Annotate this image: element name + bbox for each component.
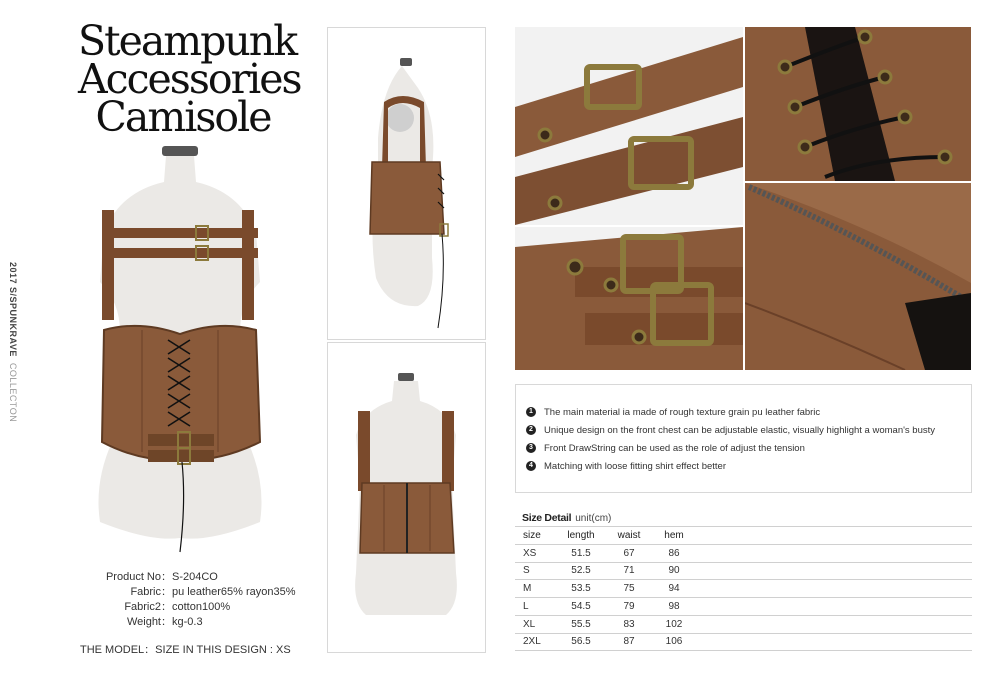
table-cell: M <box>523 583 532 595</box>
product-title <box>78 17 301 141</box>
table-cell: S <box>523 565 530 577</box>
title-line-3: Camisole <box>95 93 271 141</box>
column-header: hem <box>664 529 684 541</box>
table-cell: 102 <box>665 618 683 630</box>
feature-text: The main material ia made of rough texture grain pu leather fabric <box>544 406 821 418</box>
model-size-note: THE MODEL：SIZE IN THIS DESIGN : XS <box>80 644 291 656</box>
spec-weight: Weight：kg-0.3 <box>126 616 203 628</box>
detail-buckle-straps-image <box>515 27 743 225</box>
table-cell: 67 <box>623 547 635 559</box>
table-row <box>515 579 972 597</box>
brand-label: PUNKRAVE <box>8 303 18 357</box>
side-view-image <box>327 27 486 340</box>
table-row <box>515 544 972 562</box>
table-cell: 54.5 <box>571 601 591 613</box>
table-row <box>515 615 972 633</box>
size-unit: unit(cm) <box>575 513 612 524</box>
feature-item <box>526 439 971 457</box>
table-cell: 87 <box>623 636 635 648</box>
table-cell: 86 <box>668 547 680 559</box>
feature-item <box>526 403 971 421</box>
column-header: size <box>523 529 541 541</box>
feature-number: 4 <box>526 461 536 471</box>
table-row <box>515 633 972 651</box>
size-detail-heading: Size Detail <box>522 512 572 524</box>
title-line-1: Steampunk <box>78 17 297 65</box>
spec-fabric: Fabric：pu leather65% rayon35% <box>130 586 296 598</box>
table-cell: 56.5 <box>571 636 591 648</box>
side-collection-label <box>4 262 24 422</box>
table-cell: 94 <box>668 583 680 595</box>
table-cell: 52.5 <box>571 565 591 577</box>
table-cell: XL <box>523 618 536 630</box>
table-cell: 71 <box>623 565 635 577</box>
feature-item <box>526 457 971 475</box>
size-detail-title <box>522 512 611 524</box>
feature-item <box>526 421 971 439</box>
feature-text: Matching with loose fitting shirt effect better <box>544 460 726 472</box>
table-cell: 79 <box>623 601 635 613</box>
table-cell: 98 <box>668 601 680 613</box>
detail-zipper-image <box>745 183 971 370</box>
table-cell: 75 <box>623 583 635 595</box>
feature-text: Front DrawString can be used as the role of adjust the tension <box>544 442 805 454</box>
collection-label: COLLECTON <box>8 362 18 423</box>
feature-number: 3 <box>526 443 536 453</box>
table-cell: 83 <box>623 618 635 630</box>
table-cell: 90 <box>668 565 680 577</box>
front-view-image <box>90 142 270 562</box>
table-row <box>515 597 972 615</box>
feature-text: Unique design on the front chest can be adjustable elastic, visually highlight a woman's busty <box>544 424 936 436</box>
table-cell: 55.5 <box>571 618 591 630</box>
features-box <box>515 384 972 493</box>
feature-number: 1 <box>526 407 536 417</box>
table-cell: XS <box>523 547 537 559</box>
table-cell: 106 <box>665 636 683 648</box>
table-cell: 51.5 <box>571 547 591 559</box>
spec-fabric2: Fabric2：cotton100% <box>124 601 231 613</box>
detail-lacing-image <box>745 27 971 181</box>
column-header: length <box>567 529 595 541</box>
detail-waist-buckles-image <box>515 227 743 370</box>
table-cell: L <box>523 601 529 613</box>
table-header-row <box>515 526 972 544</box>
product-specs <box>80 570 296 630</box>
column-header: waist <box>617 529 641 541</box>
table-row <box>515 562 972 580</box>
spec-product-no: Product No：S-204CO <box>105 571 218 583</box>
title-line-2: Accessories <box>78 55 301 103</box>
season-label: 2017 S/S <box>8 262 18 304</box>
table-cell: 2XL <box>523 636 541 648</box>
size-table <box>515 526 972 651</box>
feature-number: 2 <box>526 425 536 435</box>
table-cell: 53.5 <box>571 583 591 595</box>
back-view-image <box>327 342 486 653</box>
